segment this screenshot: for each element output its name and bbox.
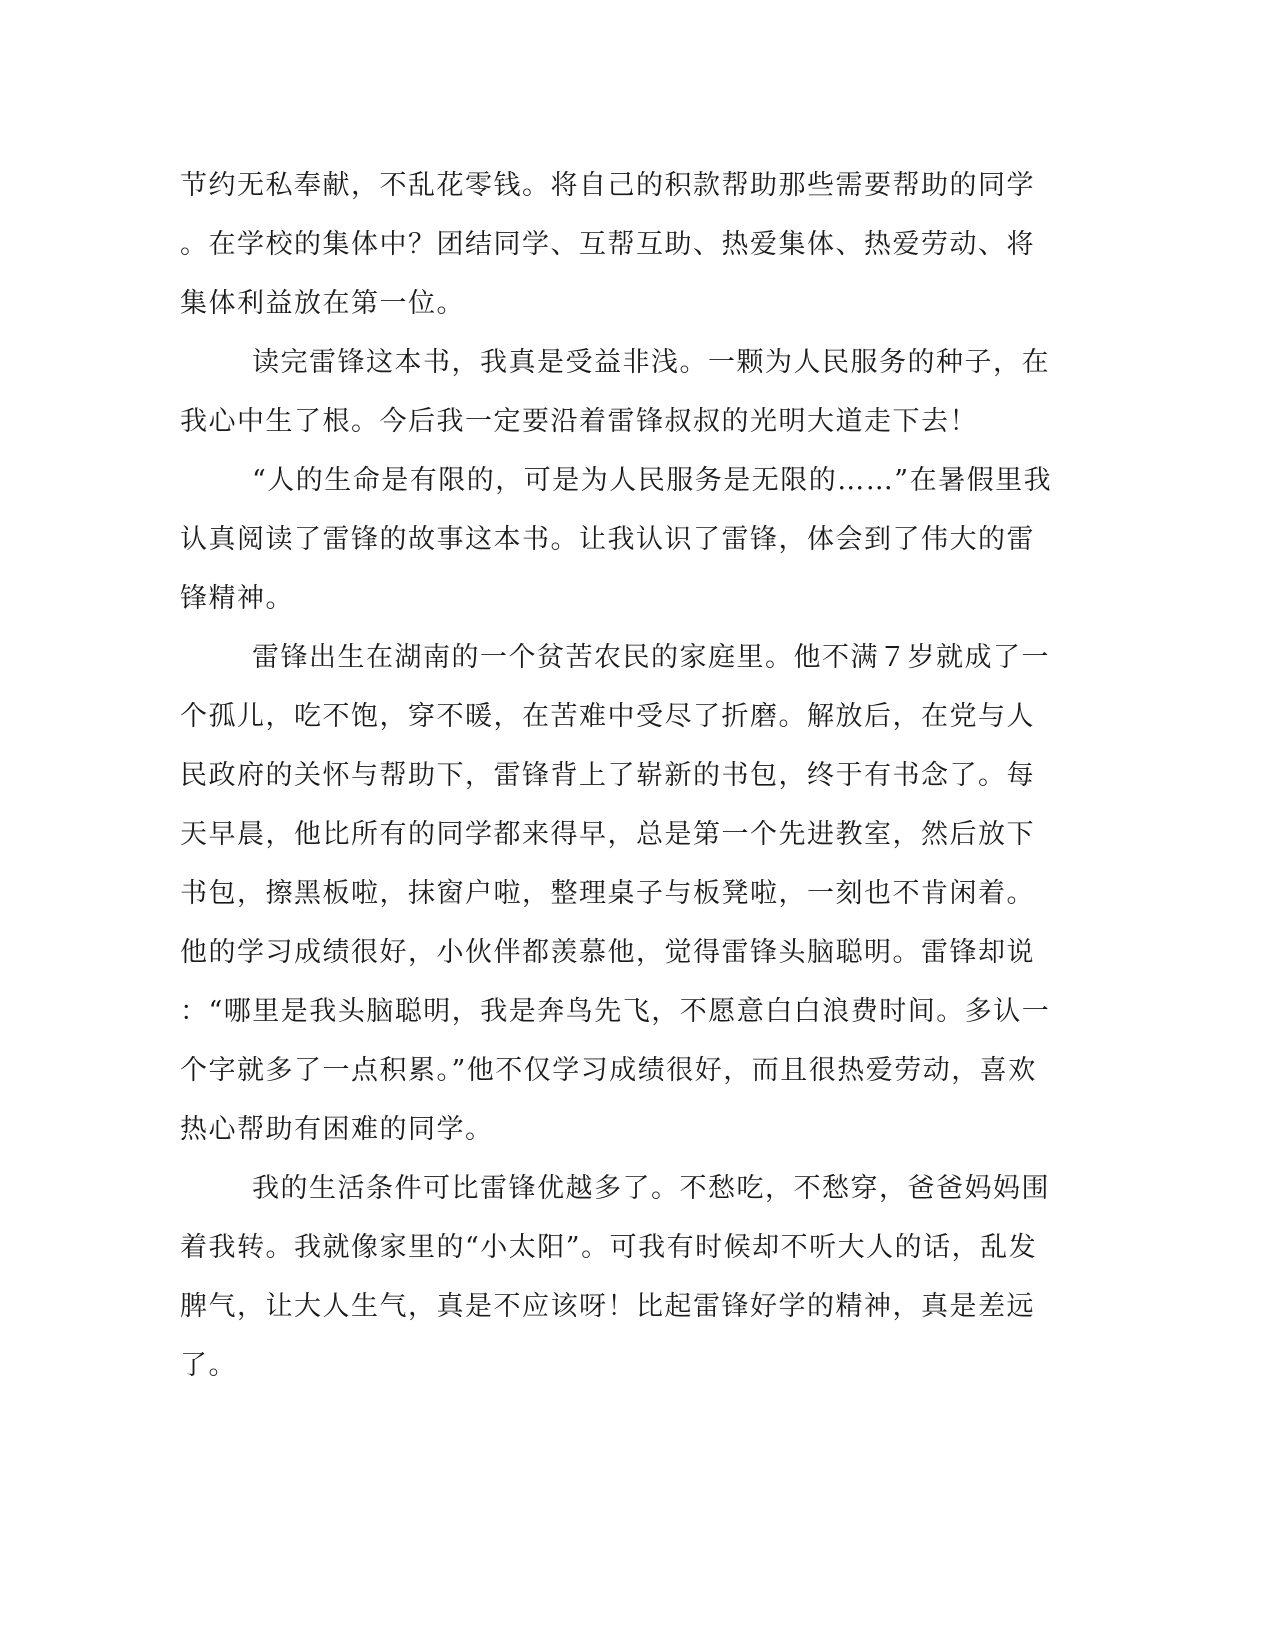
- text-line: 锋精神。: [180, 583, 294, 614]
- text-line: 集体利益放在第一位。: [180, 288, 465, 319]
- text-line: 天早晨，他比所有的同学都来得早，总是第一个先进教室，然后放下: [180, 819, 1035, 850]
- text-line: 个孤儿，吃不饱，穿不暖，在苦难中受尽了折磨。解放后，在党与人: [180, 701, 1035, 732]
- document-body: [180, 156, 1053, 1395]
- text-line: 民政府的关怀与帮助下，雷锋背上了崭新的书包，终于有书念了。每: [180, 760, 1035, 791]
- text-line: 我的生活条件可比雷锋优越多了。不愁吃，不愁穿，爸爸妈妈围: [252, 1173, 1050, 1204]
- text-line: 书包，擦黑板啦，抹窗户啦，整理桌子与板凳啦，一刻也不肯闲着。: [180, 878, 1035, 909]
- paragraph-2: [180, 333, 1050, 451]
- text-line: ：“哪里是我头脑聪明，我是奔鸟先飞，不愿意白白浪费时间。多认一: [180, 996, 1051, 1027]
- text-line: 节约无私奉献，不乱花零钱。将自己的积款帮助那些需要帮助的同学: [180, 170, 1035, 201]
- text-line: 着我转。我就像家里的“小太阳”。可我有时候却不听大人的话，乱发: [180, 1232, 1038, 1263]
- text-line: 脾气，让大人生气，真是不应该呀！比起雷锋好学的精神，真是差远: [180, 1291, 1035, 1322]
- text-line: 个字就多了一点积累。”他不仅学习成绩很好，而且很热爱劳动，喜欢: [180, 1055, 1037, 1086]
- text-line: 他的学习成绩很好，小伙伴都羡慕他，觉得雷锋头脑聪明。雷锋却说: [180, 937, 1035, 968]
- text-line: 读完雷锋这本书，我真是受益非浅。一颗为人民服务的种子，在: [252, 347, 1050, 378]
- text-line: 了。: [180, 1350, 237, 1381]
- text-line: 热心帮助有困难的同学。: [180, 1114, 494, 1145]
- text-line: 认真阅读了雷锋的故事这本书。让我认识了雷锋，体会到了伟大的雷: [180, 524, 1035, 555]
- text-line: 我心中生了根。今后我一定要沿着雷锋叔叔的光明大道走下去！: [180, 406, 978, 437]
- text-line: 雷锋出生在湖南的一个贫苦农民的家庭里。他不满７岁就成了一: [252, 642, 1050, 673]
- text-line: 。在学校的集体中？团结同学、互帮互助、热爱集体、热爱劳动、将: [180, 229, 1035, 260]
- paragraph-5: [180, 1159, 1050, 1395]
- paragraph-4: [180, 628, 1051, 1159]
- text-line: “人的生命是有限的，可是为人民服务是无限的……”在暑假里我: [252, 465, 1053, 496]
- paragraph-3: [180, 451, 1053, 628]
- paragraph-1: [180, 156, 1040, 333]
